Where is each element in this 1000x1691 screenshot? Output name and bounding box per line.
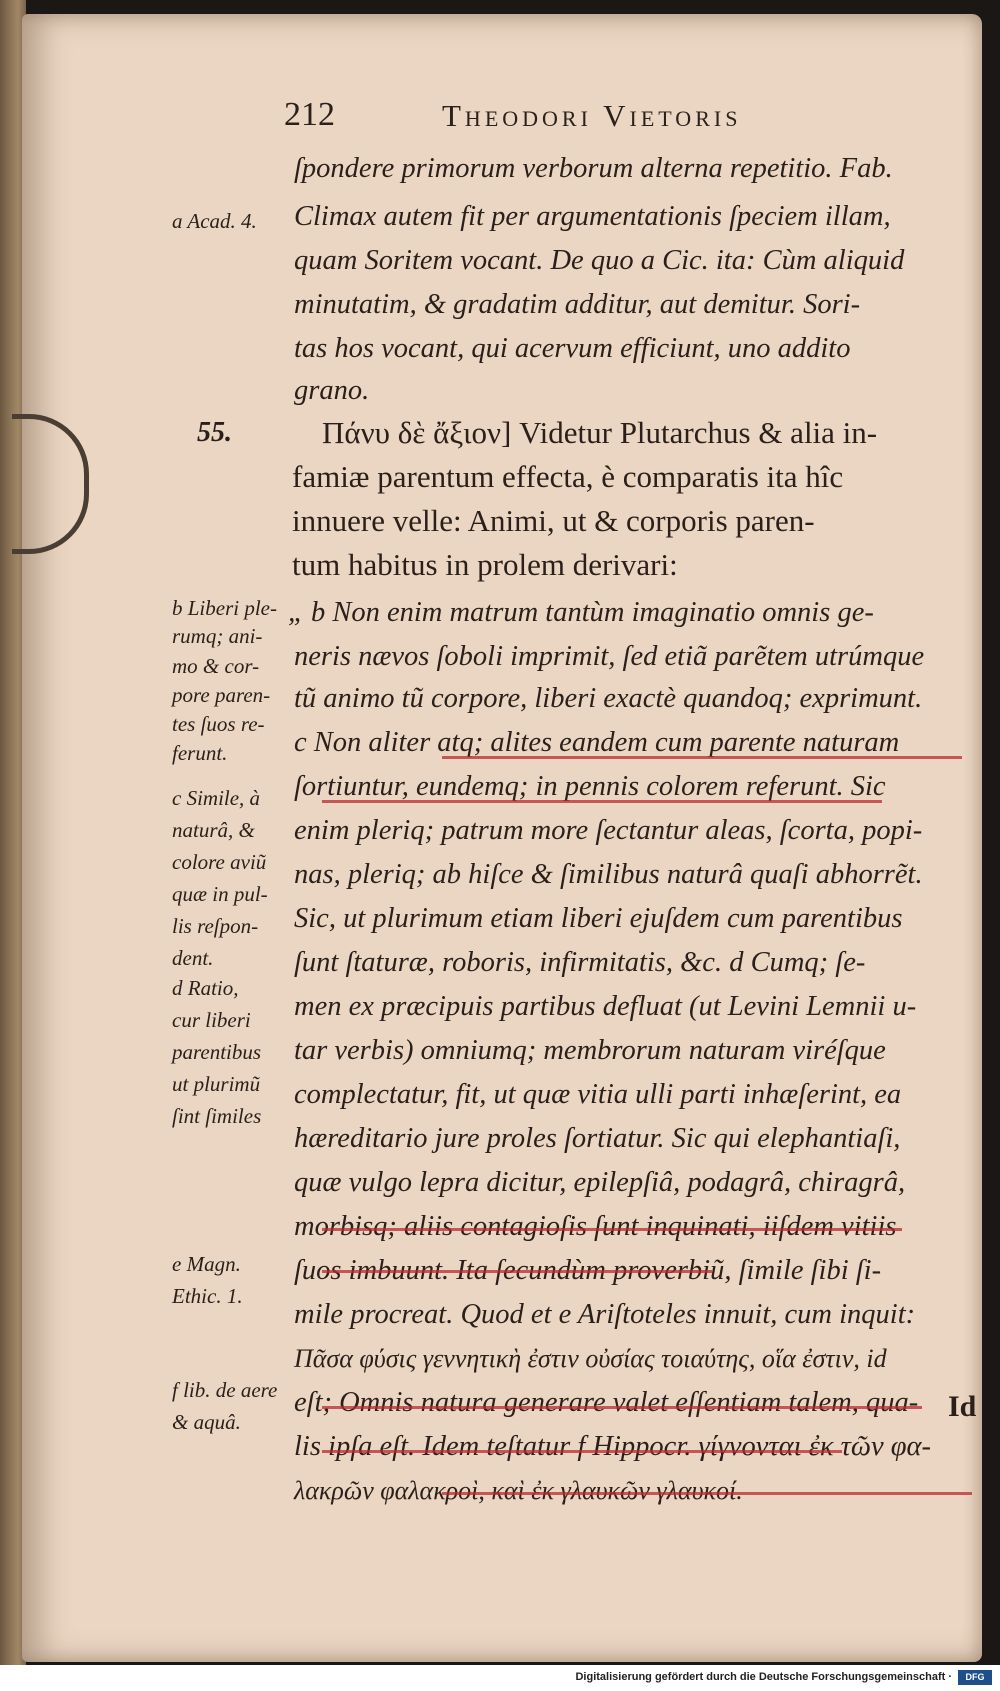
body-line: quam Soritem vocant. De quo a Cic. ita: Cùm aliquid bbox=[294, 245, 905, 276]
body-line: grano. bbox=[294, 375, 370, 406]
red-underline-mark bbox=[442, 756, 962, 759]
body-line: tum habitus in prolem derivari: bbox=[292, 547, 678, 582]
body-line: c Non aliter atq; alites eandem cum parente naturam bbox=[294, 727, 900, 758]
body-line: famiæ parentum effecta, è comparatis ita hîc bbox=[292, 459, 844, 494]
red-underline-mark bbox=[322, 1406, 922, 1409]
body-line: lis ipſa eſt. Idem teſtatur f Hippocr. γίγνονται ἐκ τῶν φα- bbox=[294, 1431, 931, 1462]
body-line: tar verbis) omniumq; membrorum naturam viréſque bbox=[294, 1035, 886, 1066]
footer-credit: Digitalisierung gefördert durch die Deutsche Forschungsgemeinschaft · bbox=[575, 1671, 952, 1683]
red-underline-mark bbox=[322, 1228, 902, 1231]
body-line: mile procreat. Quod et e Ariſtoteles innuit, cum inquit: bbox=[294, 1299, 916, 1330]
margin-note: tes ſuos re- bbox=[172, 712, 265, 736]
margin-note: e Magn. bbox=[172, 1252, 241, 1276]
body-line: ſunt ſtaturæ, roboris, infirmitatis, &c. d Cumq; ſe- bbox=[294, 947, 866, 978]
body-line: ſortiuntur, eundemq; in pennis colorem referunt. Sic bbox=[294, 771, 886, 802]
margin-note: parentibus bbox=[172, 1040, 262, 1064]
margin-note: lis reſpon- bbox=[172, 914, 259, 938]
page-number: 212 bbox=[284, 96, 335, 133]
red-underline-mark bbox=[322, 800, 882, 803]
body-line: Sic, ut plurimum etiam liberi ejuſdem cum parentibus bbox=[294, 903, 903, 934]
body-line: Climax autem fit per argumentationis ſpeciem illam, bbox=[294, 201, 891, 232]
catchword: Id bbox=[948, 1390, 977, 1423]
margin-note: & aquâ. bbox=[172, 1410, 241, 1434]
body-line: Πάνυ δὲ ἄξιον] Videtur Plutarchus & alia in- bbox=[322, 415, 878, 450]
margin-note: pore paren- bbox=[172, 683, 271, 707]
book-clasp bbox=[12, 414, 89, 554]
margin-note: Ethic. 1. bbox=[172, 1284, 243, 1308]
digitization-footer bbox=[0, 1665, 1000, 1691]
margin-note: d Ratio, bbox=[172, 976, 239, 1000]
body-line: nas, pleriq; ab hiſce & ſimilibus naturâ quaſi abhorrẽt. bbox=[294, 859, 923, 890]
body-line: men ex præcipuis partibus defluat (ut Levini Lemnii u- bbox=[294, 991, 917, 1022]
margin-note: colore aviũ bbox=[172, 850, 267, 874]
body-line: innuere velle: Animi, ut & corporis paren- bbox=[292, 503, 815, 538]
body-line: eſt; Omnis natura generare valet eſſentiam talem, qua- bbox=[294, 1387, 919, 1418]
margin-note: ſint ſimiles bbox=[172, 1104, 262, 1128]
red-underline-mark bbox=[442, 1492, 972, 1495]
body-line: tũ animo tũ corpore, liberi exactè quandoq; exprimunt. bbox=[294, 683, 923, 714]
margin-note: naturâ, & bbox=[172, 818, 255, 842]
margin-note: c Simile, à bbox=[172, 786, 261, 810]
body-line: morbisq; aliis contagioſis ſunt inquinati, iiſdem vitiis bbox=[294, 1211, 897, 1242]
body-line: hæreditario jure proles ſortiatur. Sic qui elephantiaſi, bbox=[294, 1123, 901, 1154]
margin-note: dent. bbox=[172, 946, 214, 970]
margin-note: a Acad. 4. bbox=[172, 209, 257, 233]
margin-note: ferunt. bbox=[172, 741, 228, 765]
body-line: complectatur, fit, ut quæ vitia ulli parti inhæſerint, ea bbox=[294, 1079, 902, 1110]
body-line: neris nævos ſoboli imprimit, ſed etiã parẽtem utrúmque bbox=[294, 641, 925, 672]
red-underline-mark bbox=[322, 1450, 842, 1453]
margin-note: cur liberi bbox=[172, 1008, 251, 1032]
margin-note: 55. bbox=[197, 417, 232, 448]
dfg-logo: DFG bbox=[958, 1670, 992, 1685]
margin-note: ut plurimũ bbox=[172, 1072, 261, 1096]
margin-note: f lib. de aere bbox=[172, 1378, 278, 1402]
body-line: tas hos vocant, qui acervum efficiunt, uno addito bbox=[294, 333, 851, 364]
body-line: enim pleriq; patrum more ſectantur aleas, ſcorta, popi- bbox=[294, 815, 923, 846]
body-line: quæ vulgo lepra dicitur, epilepſiâ, podagrâ, chiragrâ, bbox=[294, 1167, 906, 1198]
margin-note: quæ in pul- bbox=[172, 882, 268, 906]
body-line: minutatim, & gradatim additur, aut demitur. Sori- bbox=[294, 289, 861, 320]
red-underline-mark bbox=[322, 1270, 712, 1273]
body-line: ſpondere primorum verborum alterna repetitio. Fab. bbox=[294, 153, 893, 184]
margin-note: mo & cor- bbox=[172, 654, 260, 678]
body-line: „ b Non enim matrum tantùm imaginatio omnis ge- bbox=[288, 597, 874, 628]
body-line: Πᾶσα φύσις γεννητικὴ ἐστιν οὐσίας τοιαύτης, οἵα ἐστιν, id bbox=[294, 1344, 887, 1373]
margin-note: rumq; ani- bbox=[172, 624, 263, 648]
margin-note: b Liberi ple- bbox=[172, 596, 277, 620]
page-header bbox=[22, 96, 982, 136]
book-page bbox=[22, 14, 982, 1662]
body-line: λακρῶν φαλακροὶ, καὶ ἐκ γλαυκῶν γλαυκοί. bbox=[294, 1476, 743, 1505]
body-line: ſuos imbuunt. Ita ſecundùm proverbiũ, ſimile ſibi ſi- bbox=[294, 1255, 882, 1286]
running-title: Theodori Vietoris bbox=[442, 98, 742, 133]
